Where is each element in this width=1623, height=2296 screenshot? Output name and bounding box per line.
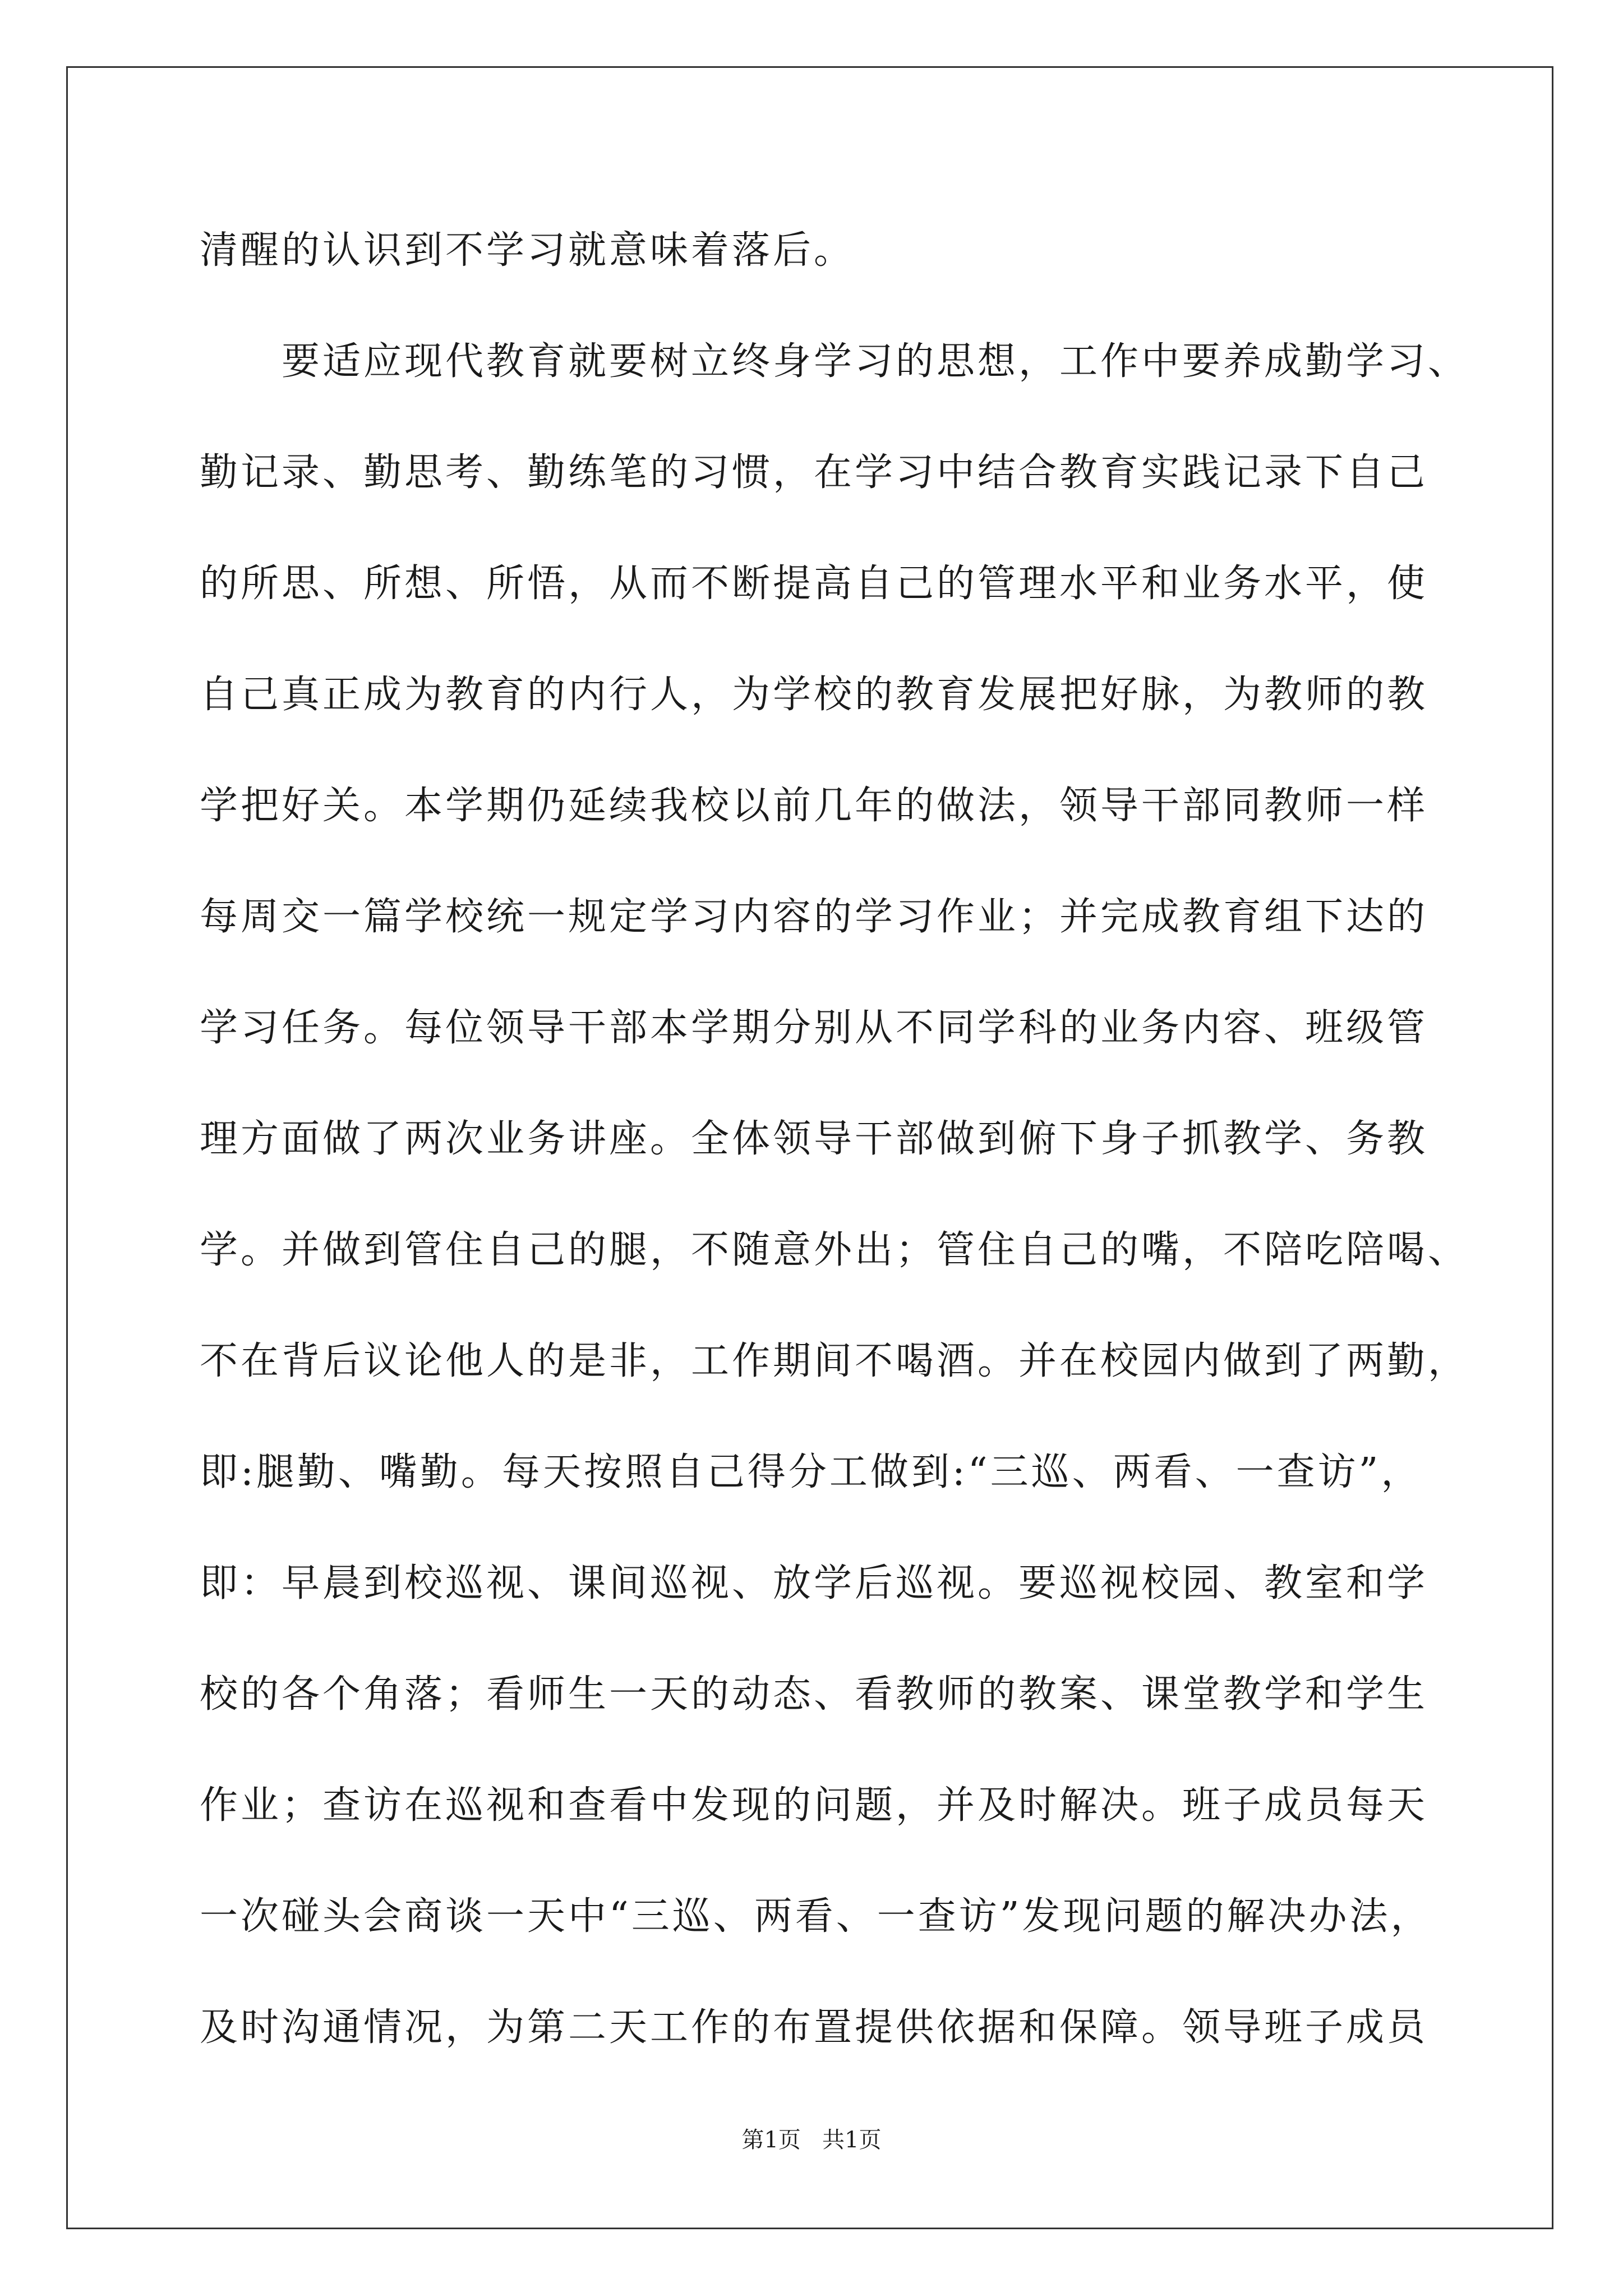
text-line: 清醒的认识到不学习就意味着落后。 [200, 228, 855, 273]
text-line: 及时沟通情况，为第二天工作的布置提供依据和保障。领导班子成员 [200, 2005, 1428, 2050]
text-line: 学习任务。每位领导干部本学期分别从不同学科的业务内容、班级管 [200, 1006, 1428, 1050]
text-line: 学把好关。本学期仍延续我校以前几年的做法，领导干部同教师一样 [200, 784, 1428, 828]
text-line: 学。并做到管住自己的腿，不随意外出；管住自己的嘴，不陪吃陪喝、 [200, 1228, 1469, 1272]
text-line: 即：早晨到校巡视、课间巡视、放学后巡视。要巡视校园、教室和学 [200, 1561, 1428, 1605]
text-line: 要适应现代教育就要树立终身学习的思想，工作中要养成勤学习、 [200, 339, 1469, 384]
text-line: 每周交一篇学校统一规定学习内容的学习作业；并完成教育组下达的 [200, 895, 1428, 939]
text-line: 不在背后议论他人的是非，工作期间不喝酒。并在校园内做到了两勤， [200, 1339, 1469, 1383]
text-line: 的所思、所想、所悟，从而不断提高自己的管理水平和业务水平，使 [200, 562, 1428, 606]
page-number-footer: 第1页 共1页 [741, 2127, 882, 2153]
text-line: 即:腿勤、嘴勤。每天按照自己得分工做到:“三巡、两看、一查访”， [200, 1450, 1422, 1494]
text-line: 校的各个角落；看师生一天的动态、看教师的教案、课堂教学和学生 [200, 1672, 1428, 1717]
text-line: 自己真正成为教育的内行人，为学校的教育发展把好脉，为教师的教 [200, 673, 1428, 717]
text-line: 理方面做了两次业务讲座。全体领导干部做到俯下身子抓教学、务教 [200, 1117, 1428, 1161]
text-line: 勤记录、勤思考、勤练笔的习惯，在学习中结合教育实践记录下自己 [200, 450, 1428, 495]
text-line: 一次碰头会商谈一天中“三巡、两看、一查访”发现问题的解决办法， [200, 1894, 1432, 1939]
text-line: 作业；查访在巡视和查看中发现的问题，并及时解决。班子成员每天 [200, 1783, 1428, 1828]
